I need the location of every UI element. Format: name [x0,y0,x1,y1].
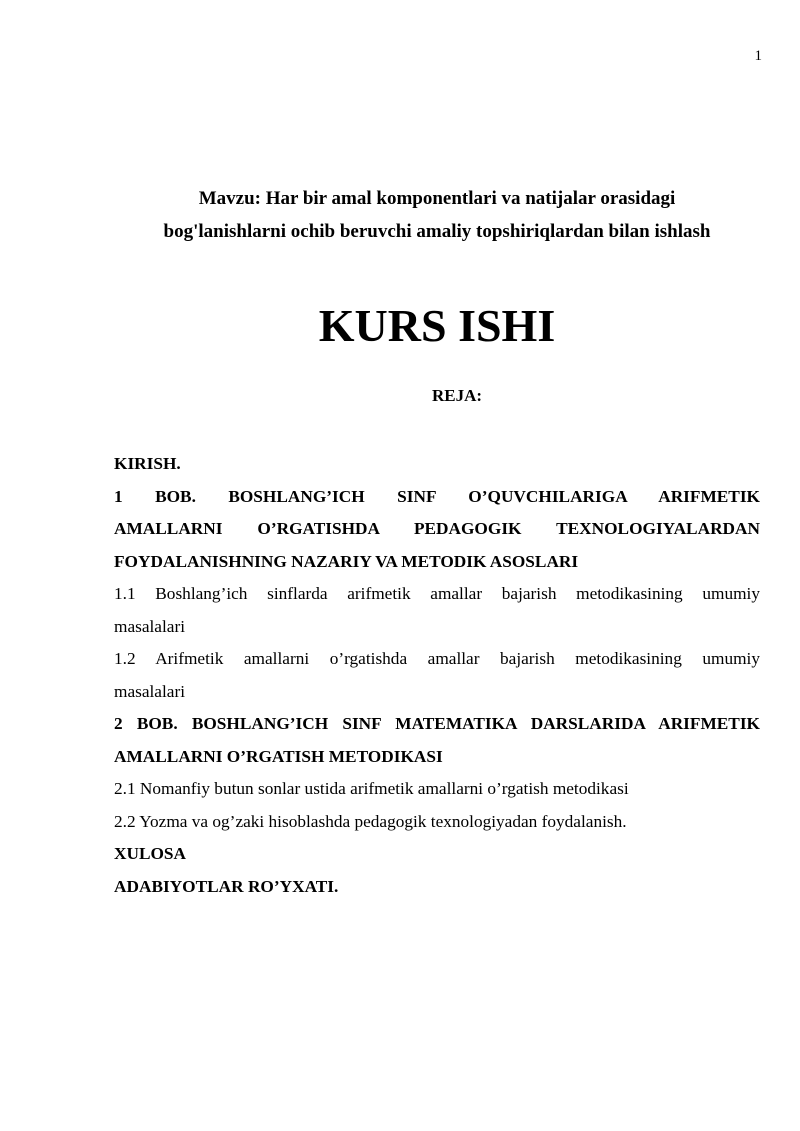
document-title: KURS ISHI [318,300,556,351]
toc-chapter-2-line-2: AMALLARNI O’RGATISH METODIKASI [114,746,443,766]
toc-section-2-2: 2.2 Yozma va og’zaki hisoblashda pedagogik texnologiyadan foydalanish. [114,811,627,831]
topic-heading [114,182,760,248]
toc-section-2-1: 2.1 Nomanfiy butun sonlar ustida arifmetik amallarni o’rgatish metodikasi [114,779,629,798]
toc-chapter-2 [114,708,760,773]
toc-chapter-1 [114,481,760,579]
toc-chapter-1-line-2: AMALLARNI O’RGATISHDA PEDAGOGIK TEXNOLOGIYALARDAN [114,519,760,538]
toc-chapter-1-line-1: 1 BOB. BOSHLANG’ICH SINF O’QUVCHILARIGA ARIFMETIK [114,486,760,506]
toc-section-1-1-line-2: masalalari [114,616,186,636]
toc-references: ADABIYOTLAR RO’YXATI. [114,876,339,896]
toc-introduction: KIRISH. [114,454,181,473]
page-number: 1 [754,48,762,64]
table-of-contents [114,448,760,903]
toc-section-1-1 [114,578,760,643]
toc-chapter-2-line-1: 2 BOB. BOSHLANG’ICH SINF MATEMATIKA DARSLARIDA ARIFMETIK [114,714,760,733]
toc-section-1-2-line-1: 1.2 Arifmetik amallarni o’rgatishda amallar bajarish metodikasining umumiy [114,649,760,668]
toc-section-1-1-line-1: 1.1 Boshlang’ich sinflarda arifmetik amallar bajarish metodikasining umumiy [114,584,760,603]
toc-section-1-2-line-2: masalalari [114,681,186,701]
plan-heading: REJA: [431,386,483,405]
topic-line-1: Mavzu: Har bir amal komponentlari va natijalar orasidagi [198,188,676,209]
topic-line-2: bog'lanishlarni ochib beruvchi amaliy topshiriqlardan bilan ishlash [163,221,711,242]
toc-chapter-1-line-3: FOYDALANISHNING NAZARIY VA METODIK ASOSLARI [114,551,579,571]
toc-conclusion: XULOSA [114,844,187,863]
toc-section-1-2 [114,643,760,708]
